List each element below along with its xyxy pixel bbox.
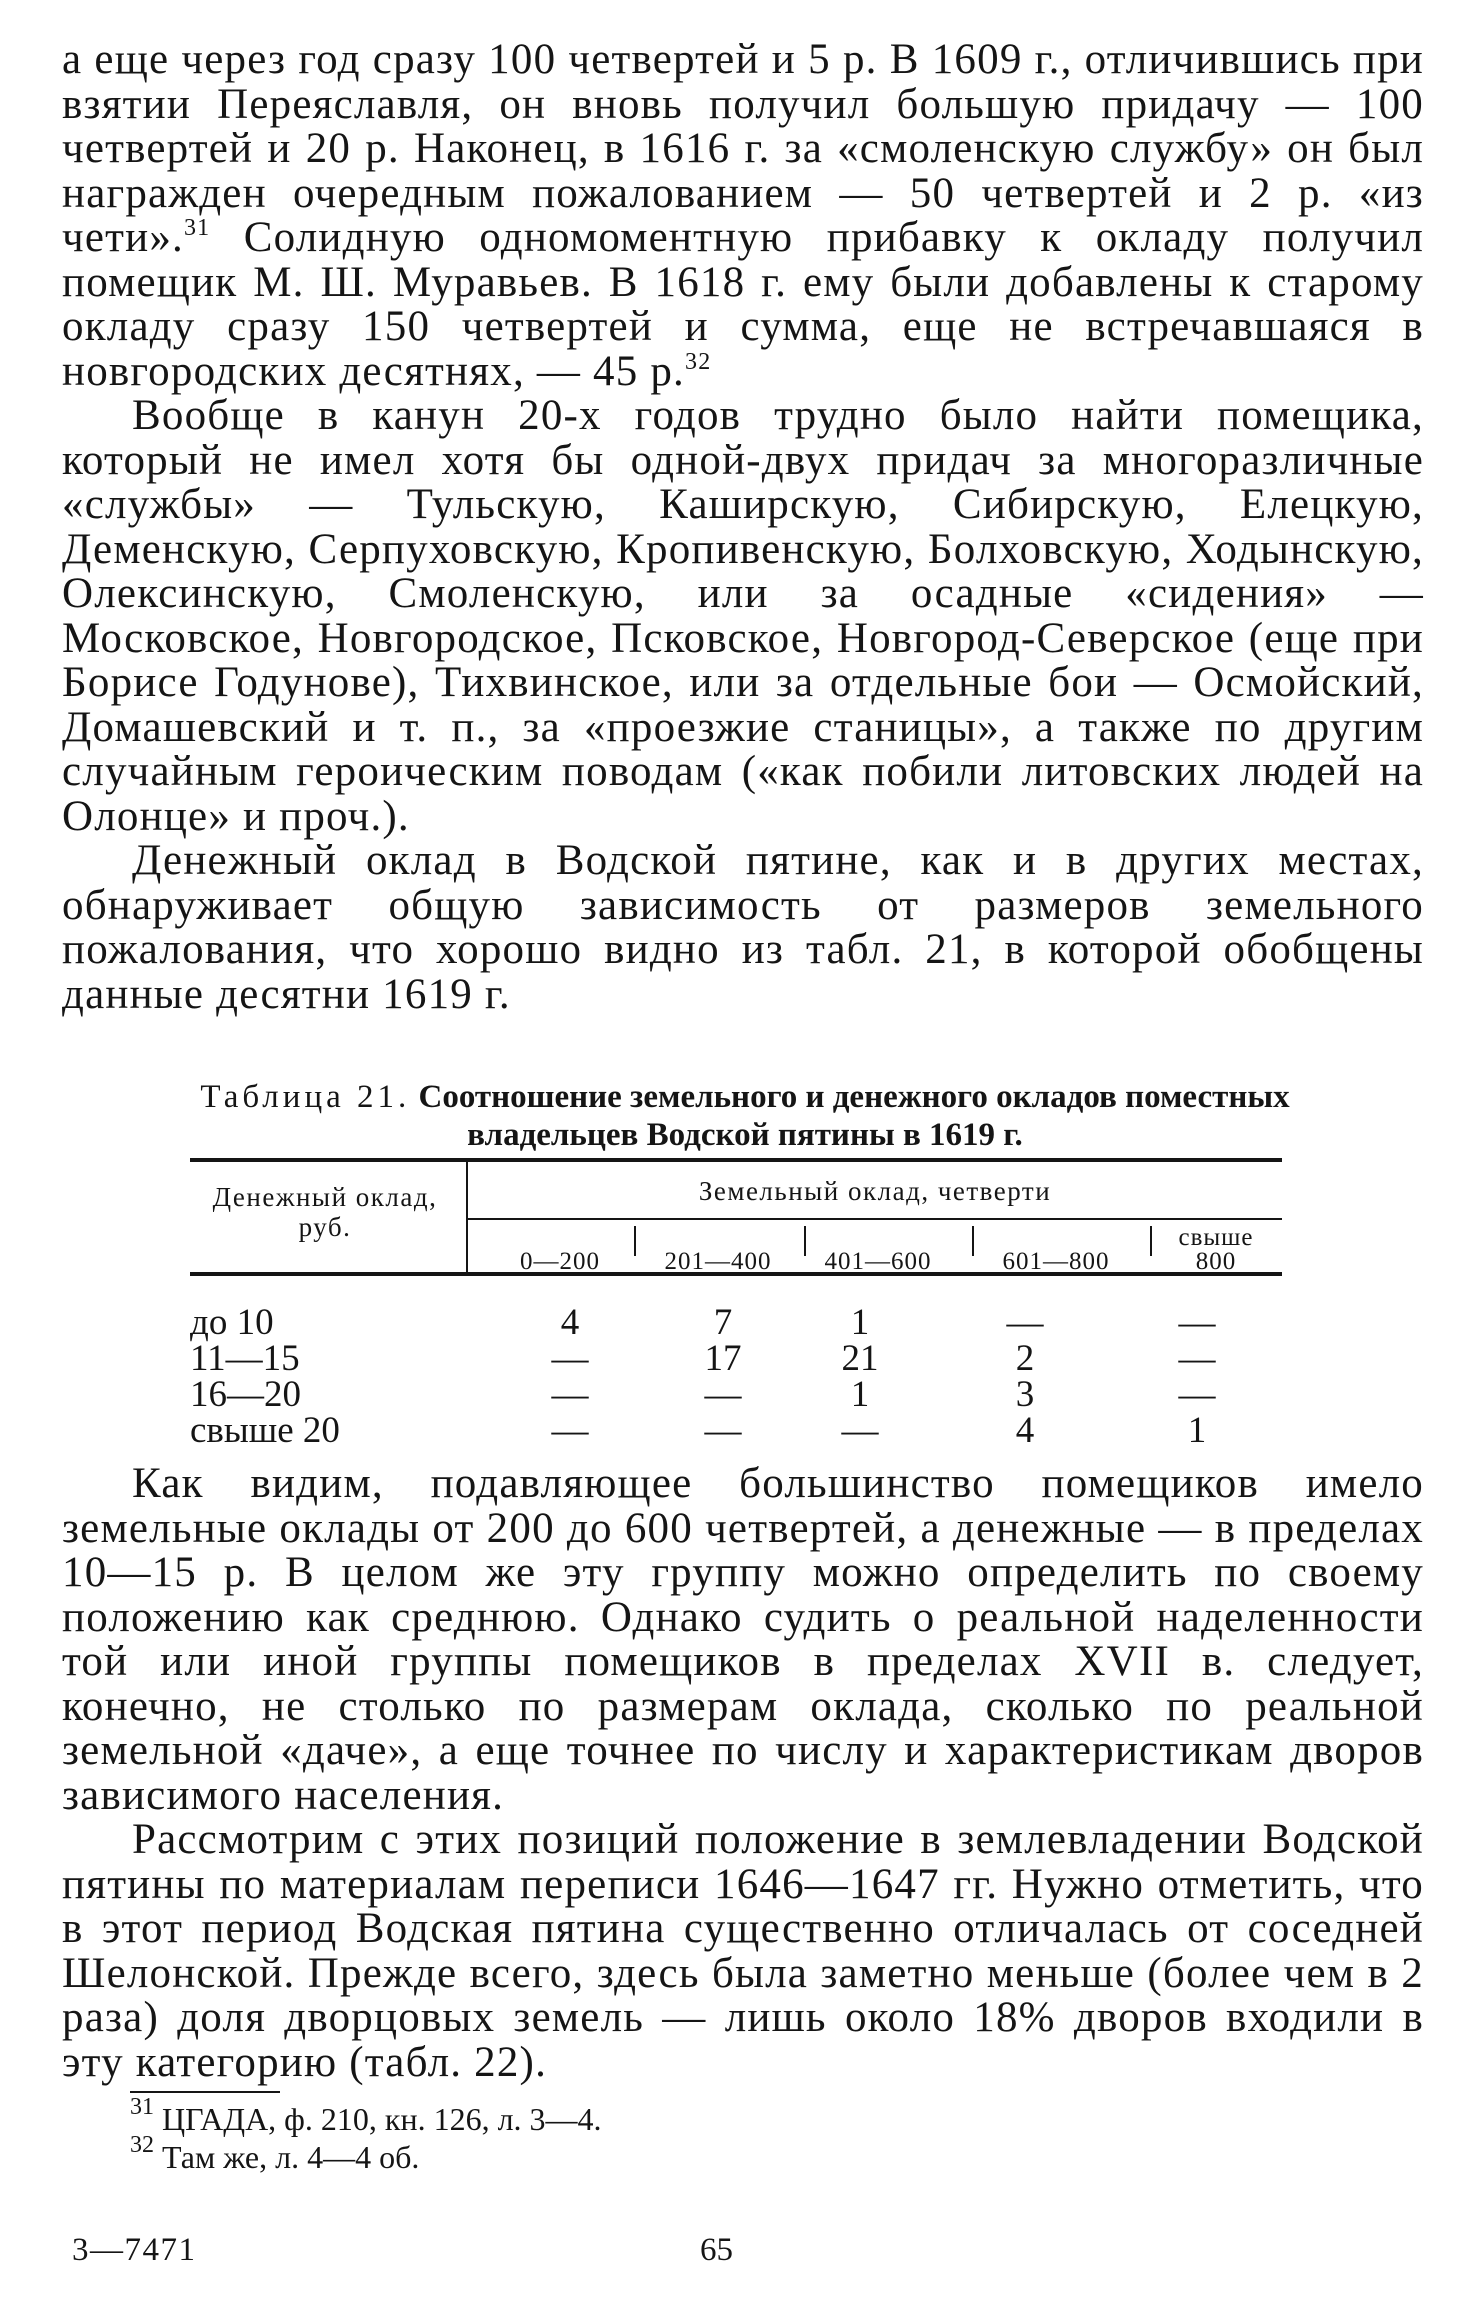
table-body (190, 1302, 1282, 1451)
footnote (130, 2132, 602, 2176)
printer-signature: 3—7471 (72, 2232, 197, 2268)
footnote-rule (130, 2091, 280, 2093)
paragraph: Вообще в канун 20-х годов трудно было найти помещика, который не имел хотя бы одной-двух придач за многоразличные «службы» — Тульскую, Каширскую, Сибирскую, Елецкую, Деменскую, Серпуховскую, Кропивенскую, Болховскую, Ходынскую, Олексинскую, Смоленскую, или за осадные «сидения» — Московское, Новгородское, Псковское, Новгород-Северское (еще при Борисе Годунове), Тихвинское, или за отдельные бои — Осмойский, Домашевский и т. п., за «проезжие станицы», а также по другим случайным героическим поводам («как побили литовских людей на Олонце» и проч.). (62, 392, 1424, 840)
footnotes (130, 2094, 602, 2176)
paragraph-text: а еще через год сразу 100 четвертей и 5 р. В 1609 г., отличившись при взятии Переяславля, он вновь получил большую придачу — 100 четвертей и 20 р. Наконец, в 1616 г. за «смоленскую службу» он был награжден очередным пожалованием — 50 четвертей и 2 р. «из чети». (62, 36, 1424, 261)
table-cell: 1 (1187, 1410, 1207, 1451)
table-title: Соотношение земельного и денежного окладов поместных владельцев Водской пятины в 1619 г. (418, 1079, 1290, 1153)
column-header: 401—600 (824, 1248, 932, 1275)
table-cell: 7 (713, 1302, 733, 1343)
table-cell: — (551, 1338, 589, 1379)
table-header (190, 1158, 1282, 1276)
table-cell: 4 (1015, 1410, 1035, 1451)
column-separator (634, 1226, 636, 1256)
footnote-number: 32 (130, 2132, 154, 2158)
footnote-ref[interactable]: 32 (685, 348, 712, 375)
table-cell: 2 (1015, 1338, 1035, 1379)
row-header: Денежный оклад, руб. (212, 1182, 438, 1242)
table-cell: — (704, 1374, 742, 1415)
group-header: Земельный оклад, четверти (698, 1176, 1052, 1206)
table-row (190, 1302, 1282, 1343)
column-header: 0—200 (520, 1248, 600, 1275)
footnote-ref[interactable]: 31 (183, 215, 211, 241)
table-row (190, 1410, 1282, 1451)
table-cell: — (1178, 1374, 1216, 1415)
paragraph: Как видим, подавляющее большинство помещиков имело земельные оклады от 200 до 600 четвертей, а денежные — в пределах 10—15 р. В целом же эту группу можно определить по своему положению как среднюю. Однако судить о реальной наделенности той или иной группы помещиков в пределах XVII в. следует, конечно, не столько по размерам оклада, сколько по реальной земельной «даче», а еще точнее по числу и характеристикам дворов зависимого населения. (62, 1460, 1424, 1819)
row-label: свыше 20 (190, 1410, 340, 1451)
paragraph: Денежный оклад в Водской пятине, как и в других местах, обнаруживает общую зависимость от размеров земельного пожалования, что хорошо видно из табл. 21, в которой обобщены данные десятни 1619 г. (62, 837, 1424, 1018)
table-cell: — (841, 1410, 879, 1451)
table-cell: 1 (850, 1374, 870, 1415)
table-row (190, 1338, 1282, 1379)
table-cell: — (1178, 1338, 1216, 1379)
column-header: свыше 800 (1178, 1224, 1254, 1275)
table-cell: 1 (850, 1302, 870, 1343)
body-text-bottom (62, 1462, 1424, 2085)
row-label: 16—20 (190, 1374, 301, 1415)
column-separator (1150, 1226, 1152, 1256)
table-row (190, 1374, 1282, 1415)
table-caption (190, 1078, 1300, 1154)
page-number: 65 (700, 2232, 733, 2268)
table-cell: — (704, 1410, 742, 1451)
footnote-text: Там же, л. 4—4 об. (162, 2139, 420, 2175)
table-cell: 3 (1015, 1374, 1035, 1415)
row-label: до 10 (190, 1302, 274, 1343)
row-label: 11—15 (190, 1338, 300, 1379)
column-separator (972, 1226, 974, 1256)
table-cell: — (551, 1374, 589, 1415)
table-cell: — (1006, 1302, 1044, 1343)
paragraph-text: Солидную одномоментную прибавку к окладу получил помещик М. Ш. Муравьев. В 1618 г. ему были добавлены к старому окладу сразу 150 четвертей и сумма, еще не встречавшаяся в новгородских десятнях, — 45 р. (62, 214, 1425, 395)
footnote-number: 31 (130, 2094, 154, 2120)
table-label: Таблица 21. (200, 1079, 411, 1115)
paragraph: Рассмотрим с этих позиций положение в землевладении Водской пятины по материалам переписи 1646—1647 гг. Нужно отметить, что в этот период Водская пятина существенно отличалась от соседней Шелонской. Прежде всего, здесь была заметно меньше (более чем в 2 раза) доля дворцовых земель — лишь около 18% дворов входили в эту категорию (табл. 22). (62, 1816, 1424, 2086)
table-cell: — (551, 1410, 589, 1451)
column-header: 201—400 (664, 1248, 772, 1275)
table-cell: 4 (560, 1302, 580, 1343)
footnote (130, 2094, 602, 2138)
column-separator (804, 1226, 806, 1256)
body-text-top (62, 38, 1424, 1017)
table-cell: — (1178, 1302, 1216, 1343)
header-rule (468, 1218, 1282, 1220)
paragraph (62, 38, 1424, 394)
table-cell: 17 (704, 1338, 742, 1379)
table-cell: 21 (841, 1338, 879, 1379)
column-header: 601—800 (1002, 1248, 1110, 1275)
footnote-text: ЦГАДА, ф. 210, кн. 126, л. 3—4. (162, 2101, 602, 2137)
